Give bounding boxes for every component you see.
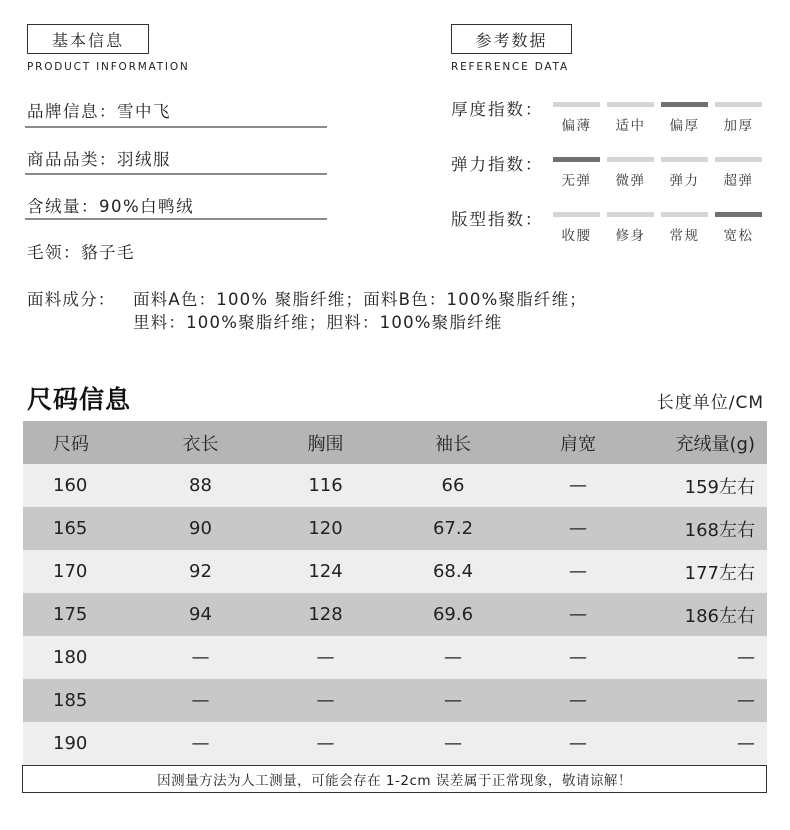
table-row [23, 636, 767, 679]
table-cell: 170 [23, 550, 143, 593]
table-cell: — [513, 679, 643, 722]
fabric-line-2: 里料：100%聚脂纤维；胆料：100%聚脂纤维 [133, 313, 503, 332]
table-row [23, 593, 767, 636]
collar-info: 毛领：貉子毛 [27, 243, 135, 262]
header-sleeve: 袖长 [393, 421, 513, 464]
table-cell: — [513, 550, 643, 593]
fabric-label: 面料成分： [27, 290, 116, 309]
index-option-label: 无弹 [561, 173, 592, 189]
size-info-title: 尺码信息 [27, 385, 132, 414]
table-cell: — [258, 636, 393, 679]
table-cell: 180 [23, 636, 143, 679]
index-bar [715, 212, 762, 217]
table-cell: 94 [143, 593, 258, 636]
table-cell: 128 [258, 593, 393, 636]
down-content-info: 含绒量：90%白鸭绒 [27, 197, 195, 216]
header-chest: 胸围 [258, 421, 393, 464]
unit-label: 长度单位/CM [656, 393, 764, 413]
table-cell: 160 [23, 464, 143, 507]
index-bar [553, 102, 600, 107]
table-cell: 190 [23, 722, 143, 765]
measurement-note: 因测量方法为人工测量，可能会存在 1-2cm 误差属于正常现象，敬请谅解！ [22, 765, 767, 793]
table-cell: 186左右 [643, 593, 767, 636]
index-bar [553, 157, 600, 162]
table-row [23, 679, 767, 722]
size-table [23, 421, 767, 765]
table-cell: 185 [23, 679, 143, 722]
table-cell: — [643, 722, 767, 765]
brand-info: 品牌信息：雪中飞 [27, 102, 171, 121]
index-option-label: 宽松 [723, 228, 754, 244]
table-cell: — [258, 679, 393, 722]
index-bar [553, 212, 600, 217]
table-row [23, 550, 767, 593]
table-cell: — [513, 636, 643, 679]
index-option-label: 偏薄 [561, 118, 592, 134]
table-cell: 92 [143, 550, 258, 593]
index-option-label: 弹力 [669, 173, 700, 189]
table-cell: 69.6 [393, 593, 513, 636]
table-cell: 175 [23, 593, 143, 636]
table-cell: 120 [258, 507, 393, 550]
table-cell: — [513, 722, 643, 765]
table-cell: 177左右 [643, 550, 767, 593]
table-cell: — [393, 679, 513, 722]
table-cell: 90 [143, 507, 258, 550]
divider [25, 218, 327, 220]
table-cell: — [513, 593, 643, 636]
table-cell: — [643, 679, 767, 722]
fabric-line-1: 面料A色：100% 聚脂纤维；面料B色：100%聚脂纤维； [133, 290, 587, 309]
index-bar [607, 102, 654, 107]
divider [25, 173, 327, 175]
index-option-label: 超弹 [723, 173, 754, 189]
table-cell: 159左右 [643, 464, 767, 507]
basic-info-title: 基本信息 [27, 24, 149, 54]
index-option-label: 适中 [615, 118, 646, 134]
index-option-label: 加厚 [723, 118, 754, 134]
table-cell: — [393, 722, 513, 765]
basic-info-subtitle: PRODUCT INFORMATION [27, 61, 190, 73]
header-fill-weight: 充绒量(g) [643, 421, 767, 464]
table-row [23, 722, 767, 765]
index-bar [607, 157, 654, 162]
index-bar [715, 102, 762, 107]
table-cell: 165 [23, 507, 143, 550]
thickness-index-label: 厚度指数： [451, 100, 544, 119]
table-cell: 66 [393, 464, 513, 507]
table-cell: — [143, 722, 258, 765]
index-bar [715, 157, 762, 162]
index-bar [661, 102, 708, 107]
header-shoulder: 肩宽 [513, 421, 643, 464]
header-size: 尺码 [23, 421, 143, 464]
reference-subtitle: REFERENCE DATA [451, 61, 569, 73]
table-cell: — [643, 636, 767, 679]
table-cell: 88 [143, 464, 258, 507]
table-cell: — [513, 507, 643, 550]
index-bar [607, 212, 654, 217]
table-cell: — [143, 679, 258, 722]
table-cell: — [143, 636, 258, 679]
table-cell: — [513, 464, 643, 507]
fit-index-label: 版型指数： [451, 210, 544, 229]
index-bar [661, 212, 708, 217]
reference-title: 参考数据 [451, 24, 572, 54]
category-info: 商品品类：羽绒服 [27, 150, 171, 169]
table-row [23, 464, 767, 507]
header-length: 衣长 [143, 421, 258, 464]
size-table-header [23, 421, 767, 464]
elasticity-index-label: 弹力指数： [451, 155, 544, 174]
table-cell: 124 [258, 550, 393, 593]
table-cell: 67.2 [393, 507, 513, 550]
index-bar [661, 157, 708, 162]
index-option-label: 收腰 [561, 228, 592, 244]
table-cell: 68.4 [393, 550, 513, 593]
divider [25, 126, 327, 128]
table-row [23, 507, 767, 550]
table-cell: — [258, 722, 393, 765]
table-cell: — [393, 636, 513, 679]
table-cell: 116 [258, 464, 393, 507]
table-cell: 168左右 [643, 507, 767, 550]
index-option-label: 常规 [669, 228, 700, 244]
index-option-label: 微弹 [615, 173, 646, 189]
index-option-label: 修身 [615, 228, 646, 244]
index-option-label: 偏厚 [669, 118, 700, 134]
